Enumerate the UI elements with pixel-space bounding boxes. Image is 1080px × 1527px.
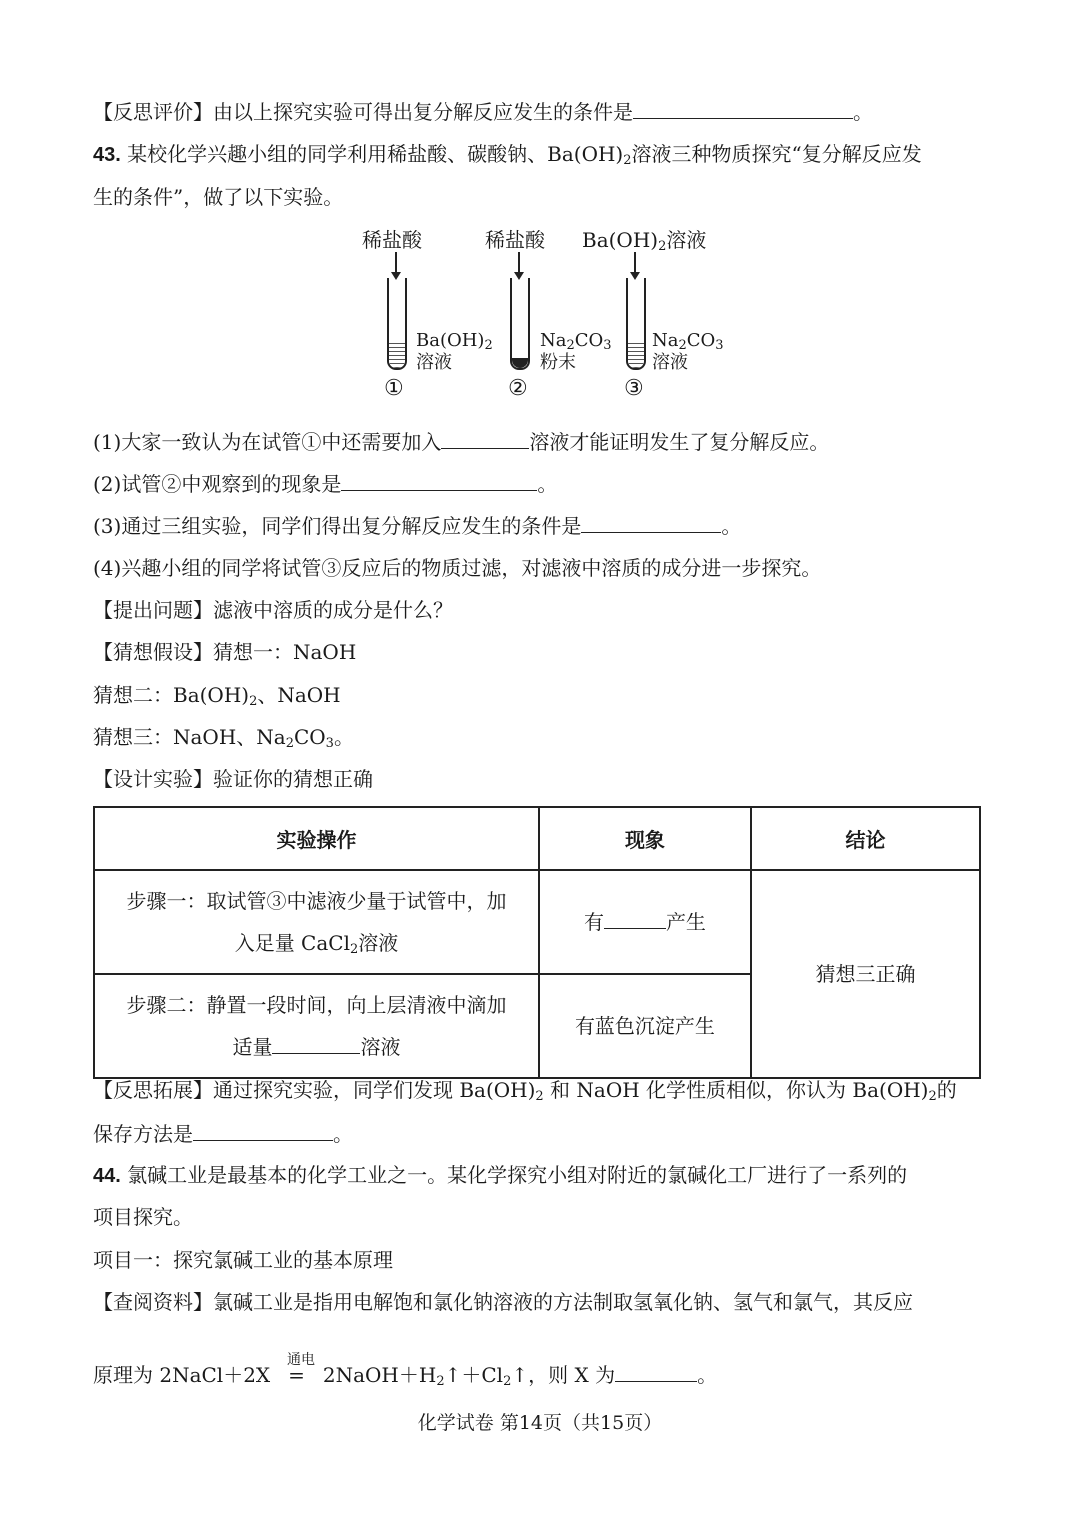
- q43-design: [93, 766, 373, 792]
- design-text: 【设计实验】验证你的猜想正确: [93, 767, 373, 791]
- q43-guess3: 猜想三：NaOH、$Na_2CO_3$。: [93, 725, 354, 751]
- part1-text: (1)大家一致认为在试管①中还需要加入: [93, 430, 442, 454]
- equation-condition: 通电: [287, 1352, 315, 1368]
- part3-text: (3)通过三组实验，同学们得出复分解反应发生的条件是: [93, 514, 582, 538]
- down-arrow-icon: [518, 252, 520, 274]
- part2-text: (2)试管②中观察到的现象是: [93, 472, 342, 496]
- q43-part2: [93, 470, 557, 497]
- reagent-label-3: $Ba(OH)_2$溶液: [582, 228, 707, 254]
- q43-extend-line2: 保存方法是 。: [93, 1122, 353, 1146]
- q44-text1: 氯碱工业是最基本的化学工业之一。某化学探究小组对附近的氯碱化工厂进行了一系列的: [127, 1163, 908, 1187]
- q44-line2: [93, 1204, 193, 1230]
- reagent-label-2: 稀盐酸: [485, 228, 545, 252]
- q44-equation: 原理为 2NaCl＋2X = $2NaOH+H_2↑+Cl_2↑$，则 X 为 。: [93, 1363, 718, 1389]
- table-cell-phenomenon1: 有 产生: [539, 870, 751, 974]
- table-cell-step1: 步骤一：取试管③中滤液少量于试管中，加 入足量 CaCl$_2$溶液: [94, 870, 539, 974]
- test-tube-2: [510, 278, 530, 370]
- table-header-conclusion: 结论: [751, 807, 980, 870]
- answer-blank[interactable]: [615, 1361, 697, 1382]
- q44-project1: [93, 1247, 393, 1273]
- subscript: 2: [623, 153, 632, 168]
- q43-part1: [93, 428, 829, 455]
- answer-blank[interactable]: [193, 1120, 333, 1141]
- table-cell-phenomenon2: 有蓝色沉淀产生: [539, 974, 751, 1078]
- q44-text2: 项目探究。: [93, 1205, 193, 1229]
- tube-number-1: ①: [384, 376, 404, 401]
- tube1-label: $Ba(OH)_2$ 溶液: [416, 330, 493, 373]
- down-arrow-icon: [395, 252, 397, 274]
- reflection-eval-text: 由以上探究实验可得出复分解反应发生的条件是: [213, 100, 633, 124]
- table-cell-conclusion: 猜想三正确: [751, 870, 980, 1078]
- q44-reference: [93, 1289, 913, 1315]
- tube-number-3: ③: [624, 376, 644, 401]
- part4-text: (4)兴趣小组的同学将试管③反应后的物质过滤，对滤液中溶质的成分进一步探究。: [93, 556, 822, 580]
- answer-blank[interactable]: [633, 98, 853, 119]
- test-tube-3: [626, 278, 646, 370]
- reflection-eval-bracket: 【反思评价】: [93, 100, 213, 124]
- answer-blank[interactable]: [341, 470, 537, 491]
- q43-line1: [93, 141, 922, 168]
- equation-equals: =: [288, 1363, 305, 1387]
- question-number: 44.: [93, 1165, 121, 1187]
- tube3-label: $Na_2CO_3$ 溶液: [652, 330, 724, 373]
- period: 。: [721, 514, 742, 538]
- question-text: 【提出问题】滤液中溶质的成分是什么？: [93, 598, 453, 622]
- question-number: 43.: [93, 144, 121, 166]
- q43-line2: [93, 184, 343, 210]
- project1-text: 项目一：探究氯碱工业的基本原理: [93, 1248, 393, 1272]
- test-tube-figure: [350, 222, 730, 407]
- answer-blank[interactable]: [604, 908, 666, 929]
- answer-blank[interactable]: [581, 512, 721, 533]
- q43-text2: 生的条件”，做了以下实验。: [93, 185, 344, 209]
- q44-line1: [93, 1162, 907, 1189]
- table-cell-step2: 步骤二：静置一段时间，向上层清液中滴加 适量 溶液: [94, 974, 539, 1078]
- experiment-table: [93, 806, 981, 1079]
- answer-blank[interactable]: [272, 1033, 360, 1054]
- reagent-label-1: 稀盐酸: [362, 228, 422, 252]
- q43-text1: 某校化学兴趣小组的同学利用稀盐酸、碳酸钠、Ba(OH): [127, 142, 624, 166]
- q43-question: [93, 597, 453, 623]
- tube2-label: $Na_2CO_3$ 粉末: [540, 330, 612, 373]
- tube-number-2: ②: [508, 376, 528, 401]
- reference-text: 【查阅资料】氯碱工业是指用电解饱和氯化钠溶液的方法制取氢氧化钠、氢气和氯气，其反应: [93, 1290, 913, 1314]
- q43-extend-line1: 【反思拓展】通过探究实验，同学们发现 $Ba(OH)_2$ 和 NaOH 化学性质相似，你认为 $Ba(OH)_2$的: [93, 1078, 957, 1104]
- test-tube-1: [387, 278, 407, 370]
- answer-blank[interactable]: [441, 428, 529, 449]
- q43-guess1: [93, 639, 356, 665]
- down-arrow-icon: [634, 252, 636, 274]
- q43-guess2: 猜想二：$Ba(OH)_2$、NaOH: [93, 683, 341, 709]
- q43-text1-tail: 溶液三种物质探究“复分解反应发: [631, 142, 922, 166]
- page-footer: 化学试卷 第14页（共15页）: [417, 1412, 663, 1434]
- period: 。: [853, 100, 873, 124]
- period: 。: [537, 472, 558, 496]
- table-header-operation: 实验操作: [94, 807, 539, 870]
- table-header-phenomenon: 现象: [539, 807, 751, 870]
- q43-part3: [93, 512, 741, 539]
- reflection-eval-line: [93, 98, 873, 125]
- part1-tail: 溶液才能证明发生了复分解反应。: [529, 430, 830, 454]
- guess1-text: 【猜想假设】猜想一：NaOH: [93, 640, 357, 664]
- q43-part4: [93, 555, 821, 581]
